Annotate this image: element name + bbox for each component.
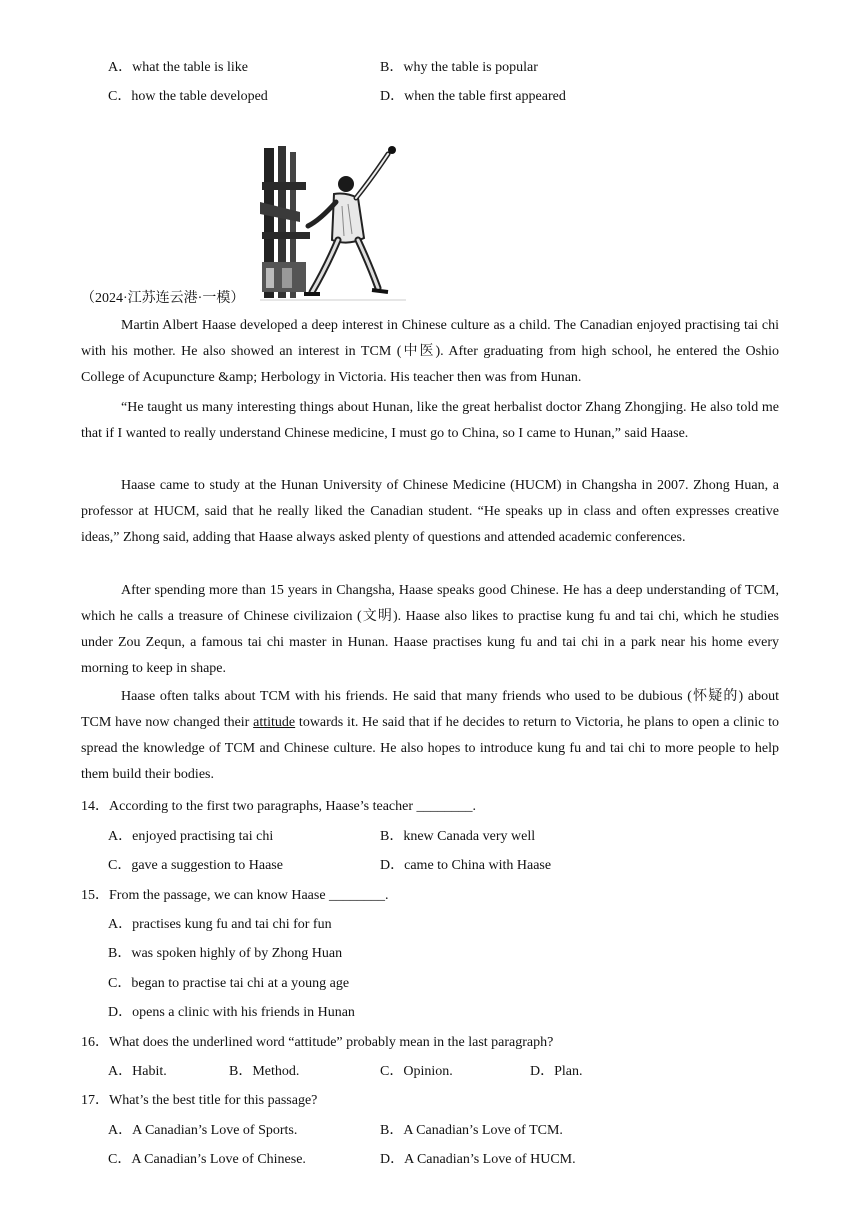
source-note: （2024·江苏连云港·一模） (81, 291, 245, 306)
question-15-stem: 15．From the passage, we can know Haase ________. (81, 888, 389, 903)
prev-option-b: B．why the table is popular (380, 60, 538, 75)
question-14-stem: 14．According to the first two paragraphs, Haase’s teacher ________. (81, 799, 476, 814)
prev-option-a: A．what the table is like (108, 60, 248, 75)
q16-option-c[interactable]: C．Opinion. (380, 1064, 453, 1079)
question-17-stem: 17．What’s the best title for this passage? (81, 1093, 318, 1108)
q15-option-c[interactable]: C．began to practise tai chi at a young age (108, 976, 350, 991)
q17-option-a[interactable]: A．A Canadian’s Love of Sports. (108, 1123, 298, 1138)
q14-option-d[interactable]: D．came to China with Haase (380, 858, 552, 873)
q15-option-a[interactable]: A．practises kung fu and tai chi for fun (108, 917, 332, 932)
passage-paragraph-3: Haase came to study at the Hunan University of Chinese Medicine (HUCM) in Changsha in 2007. Zhong Huan, a professor at HUCM, said that he really liked the Canadian student. “He speaks up in class and often expresses creative ideas,” Zhong said, adding that Haase always asked plenty of questions and attended academic conferences. (81, 478, 779, 545)
passage-paragraph-5: Haase often talks about TCM with his friends. He said that many friends who used to be dubious (怀疑的) about TCM have now changed their attitude towards it. He said that if he decides to return to Victoria, he plans to open a clinic to spread the knowledge of TCM and Chinese culture. He also hopes to introduce kung fu and tai chi to more people to help them build their bodies. (81, 689, 779, 782)
q14-option-b[interactable]: B．knew Canada very well (380, 829, 536, 844)
q17-option-b[interactable]: B．A Canadian’s Love of TCM. (380, 1123, 563, 1138)
q15-option-b[interactable]: B．was spoken highly of by Zhong Huan (108, 946, 343, 961)
tai-chi-practitioner-illustration-icon (260, 142, 406, 302)
passage-paragraph-2: “He taught us many interesting things about Hunan, like the great herbalist doctor Zhang Zhongjing. He also told me that if I wanted to really understand Chinese medicine, I must go to China, so I came to Hunan,” said Haase. (81, 400, 779, 441)
passage-paragraph-1: Martin Albert Haase developed a deep interest in Chinese culture as a child. The Canadian enjoyed practising tai chi with his mother. He also showed an interest in TCM (中医). After graduating from high school, he entered the Oshio College of Acupuncture &amp; Herbology in Victoria. His teacher then was from Hunan. (81, 318, 779, 385)
q16-option-a[interactable]: A．Habit. (108, 1064, 167, 1079)
q17-option-d[interactable]: D．A Canadian’s Love of HUCM. (380, 1152, 576, 1167)
q14-option-a[interactable]: A．enjoyed practising tai chi (108, 829, 274, 844)
q15-option-d[interactable]: D．opens a clinic with his friends in Hunan (108, 1005, 355, 1020)
q14-option-c[interactable]: C．gave a suggestion to Haase (108, 858, 283, 873)
q17-option-c[interactable]: C．A Canadian’s Love of Chinese. (108, 1152, 306, 1167)
q16-option-b[interactable]: B．Method. (229, 1064, 300, 1079)
prev-option-d: D．when the table first appeared (380, 89, 566, 104)
underlined-word: attitude (253, 715, 296, 730)
question-16-stem: 16．What does the underlined word “attitude” probably mean in the last paragraph? (81, 1035, 554, 1050)
q16-option-d[interactable]: D．Plan. (530, 1064, 583, 1079)
passage-paragraph-4: After spending more than 15 years in Changsha, Haase speaks good Chinese. He has a deep understanding of TCM, which he calls a treasure of Chinese civilizaion (文明). Haase also likes to practise kung fu and tai chi, which he studies under Zou Zequn, a famous tai chi master in Hunan. Haase practises kung fu and tai chi in a park near his home every morning to keep in shape. (81, 583, 779, 676)
prev-option-c: C．how the table developed (108, 89, 268, 104)
